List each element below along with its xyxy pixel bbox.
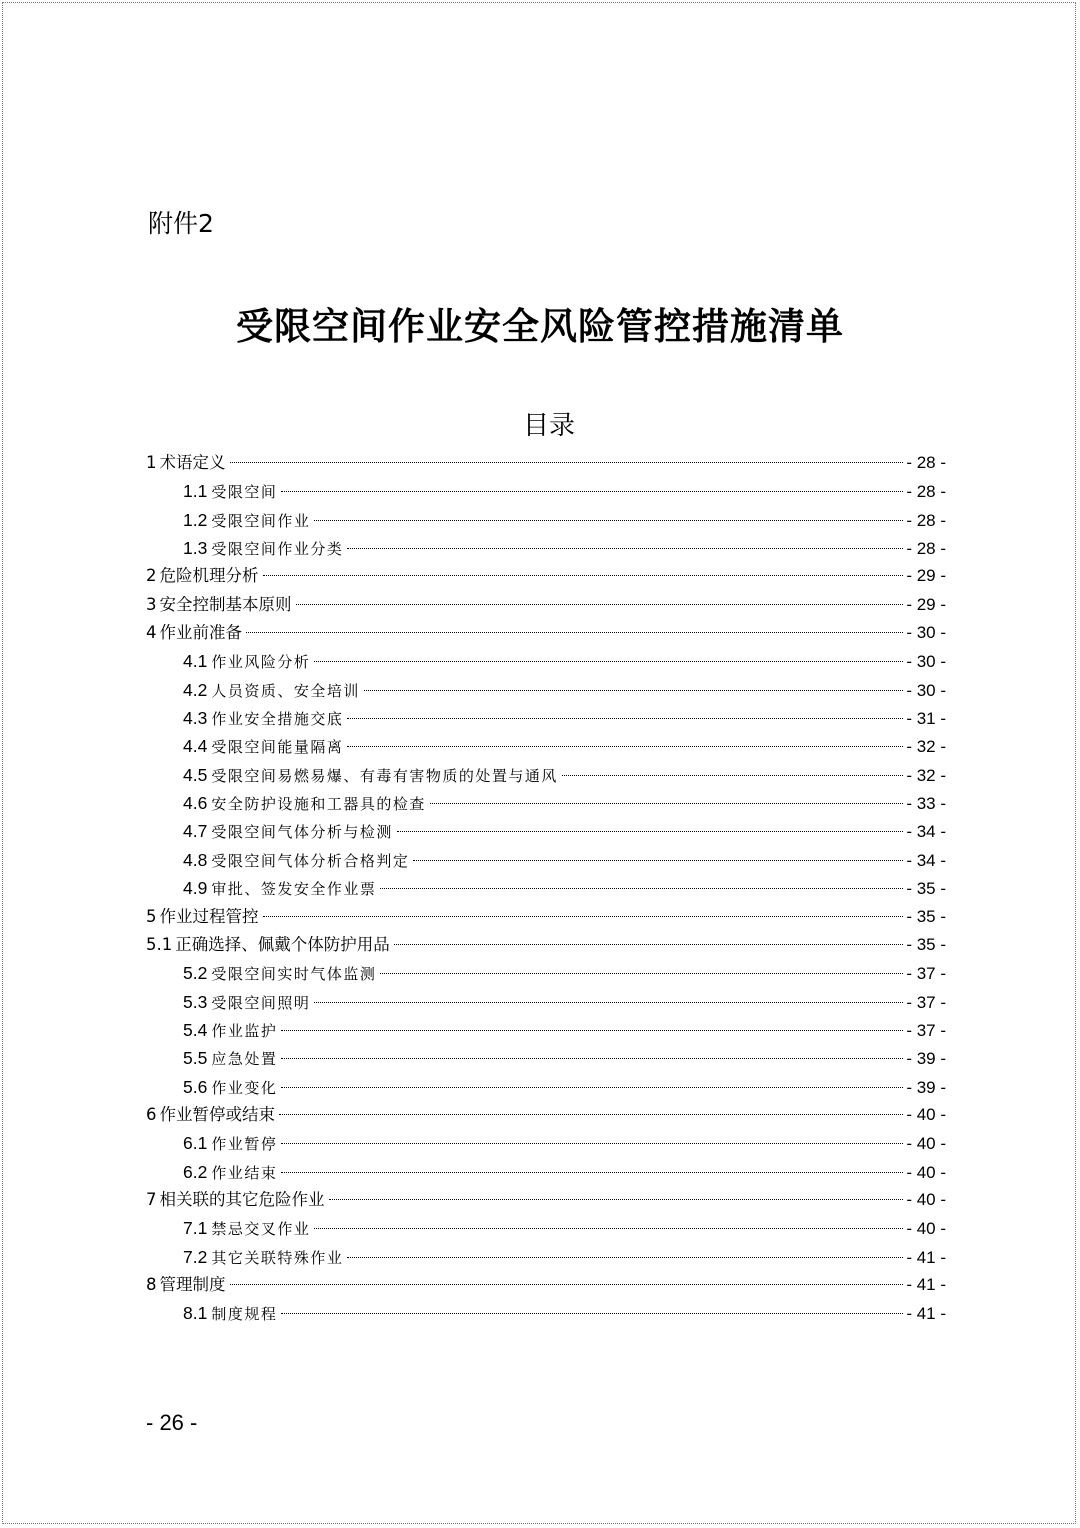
toc-entry-title: 受限空间照明 — [211, 993, 311, 1012]
toc-entry-title: 作业过程管控 — [159, 906, 259, 926]
toc-entry-number: 5.3 — [183, 991, 208, 1012]
toc-dot-leader — [380, 973, 903, 974]
toc-entry[interactable] — [146, 931, 946, 959]
toc-dot-leader — [364, 690, 903, 691]
toc-entry-number: 4.2 — [183, 679, 208, 700]
toc-entry-number: 1.2 — [183, 509, 208, 530]
toc-entry-number: 1.1 — [183, 481, 208, 502]
toc-entry[interactable] — [146, 874, 946, 902]
toc-entry-page: - 35 - — [906, 906, 946, 926]
toc-entry-page: - 30 - — [906, 652, 946, 672]
toc-entry-page: - 40 - — [906, 1189, 946, 1209]
toc-dot-leader — [246, 632, 903, 633]
toc-entry[interactable] — [146, 1158, 946, 1186]
toc-heading: 目录 — [522, 411, 575, 441]
toc-dot-leader — [394, 944, 904, 945]
toc-entry-page: - 35 - — [906, 879, 946, 899]
toc-entry-title: 受限空间能量隔离 — [211, 738, 344, 757]
toc-entry[interactable] — [146, 1044, 946, 1072]
toc-entry-page: - 28 - — [906, 482, 946, 502]
toc-entry-page: - 37 - — [906, 1020, 946, 1040]
toc-entry-page: - 41 - — [906, 1247, 946, 1267]
toc-entry-title: 术语定义 — [159, 453, 226, 472]
toc-entry-title: 制度规程 — [211, 1305, 278, 1324]
toc-entry-page: - 37 - — [906, 992, 946, 1012]
toc-entry-page: - 40 - — [906, 1219, 946, 1239]
toc-entry-page: - 41 - — [906, 1304, 946, 1324]
toc-entry[interactable] — [146, 676, 946, 704]
toc-dot-leader — [281, 1058, 903, 1059]
toc-entry-title: 安全控制基本原则 — [159, 594, 292, 614]
toc-entry-page: - 34 - — [906, 822, 946, 842]
toc-dot-leader — [281, 1143, 903, 1144]
toc-entry-page: - 39 - — [906, 1049, 946, 1069]
toc-dot-leader — [347, 718, 903, 719]
toc-entry-page: - 40 - — [906, 1134, 946, 1154]
toc-entry-page: - 29 - — [906, 594, 946, 614]
toc-entry[interactable] — [146, 846, 946, 874]
toc-entry-number: 5.2 — [183, 963, 208, 984]
toc-entry-number: 4.5 — [183, 764, 208, 785]
toc-entry-title: 受限空间实时气体监测 — [211, 965, 377, 984]
toc-entry[interactable] — [146, 647, 946, 675]
toc-dot-leader — [397, 831, 903, 832]
toc-dot-leader — [430, 803, 903, 804]
toc-entry-number: 7.2 — [183, 1246, 208, 1267]
toc-entry[interactable] — [146, 1073, 946, 1101]
toc-entry-number: 4.7 — [183, 821, 208, 842]
toc-dot-leader — [281, 491, 903, 492]
toc-entry[interactable] — [146, 562, 946, 590]
toc-entry-title: 受限空间 — [211, 483, 278, 502]
toc-entry-title: 其它关联特殊作业 — [211, 1248, 344, 1267]
toc-dot-leader — [562, 775, 903, 776]
toc-entry-page: - 28 - — [906, 539, 946, 559]
toc-entry-page: - 37 - — [906, 964, 946, 984]
toc-entry-number: 2 — [146, 566, 157, 586]
toc-entry-title: 受限空间气体分析合格判定 — [211, 851, 410, 870]
toc-dot-leader — [380, 888, 903, 889]
toc-entry-page: - 31 - — [906, 709, 946, 729]
toc-entry-number: 4.8 — [183, 849, 208, 870]
attachment-label: 附件2 — [148, 209, 214, 238]
toc-entry[interactable] — [146, 1016, 946, 1044]
toc-entry-page: - 28 - — [906, 510, 946, 530]
toc-entry-title: 禁忌交叉作业 — [211, 1220, 311, 1239]
toc-dot-leader — [230, 1284, 904, 1285]
toc-dot-leader — [281, 1313, 903, 1314]
toc-dot-leader — [296, 604, 904, 605]
toc-entry-title: 作业暂停 — [211, 1135, 278, 1154]
toc-entry[interactable] — [146, 591, 946, 619]
toc-entry[interactable] — [146, 1101, 946, 1129]
toc-entry[interactable] — [146, 903, 946, 931]
toc-entry[interactable] — [146, 732, 946, 760]
toc-entry-title: 受限空间作业 — [211, 511, 311, 530]
toc-entry-number: 5.1 — [146, 934, 173, 954]
toc-entry-title: 管理制度 — [159, 1274, 226, 1294]
toc-entry[interactable] — [146, 449, 946, 477]
document-title: 受限空间作业安全风险管控措施清单 — [236, 304, 844, 348]
toc-entry-title: 审批、签发安全作业票 — [211, 880, 377, 899]
toc-dot-leader — [413, 860, 903, 861]
toc-entry-title: 安全防护设施和工器具的检查 — [211, 795, 426, 814]
toc-entry-number: 5.4 — [183, 1019, 208, 1040]
toc-entry-page: - 30 - — [906, 680, 946, 700]
toc-entry-number: 1.3 — [183, 538, 208, 559]
toc-entry-number: 7.1 — [183, 1218, 208, 1239]
toc-entry-page: - 32 - — [906, 765, 946, 785]
toc-entry[interactable] — [146, 1299, 946, 1327]
toc-entry-number: 4.6 — [183, 793, 208, 814]
toc-entry[interactable] — [146, 704, 946, 732]
toc-entry-title: 危险机理分析 — [159, 566, 259, 586]
toc-entry-title: 作业暂停或结束 — [159, 1104, 275, 1124]
toc-entry-title: 人员资质、安全培训 — [211, 681, 360, 700]
toc-entry[interactable] — [146, 817, 946, 845]
toc-entry-number: 6.1 — [183, 1133, 208, 1154]
toc-entry-number: 5.6 — [183, 1076, 208, 1097]
toc-dot-leader — [347, 746, 903, 747]
toc-entry[interactable] — [146, 506, 946, 534]
toc-entry[interactable] — [146, 1186, 946, 1214]
toc-entry-page: - 34 - — [906, 850, 946, 870]
toc-entry[interactable] — [146, 1243, 946, 1271]
toc-entry-number: 8 — [146, 1274, 157, 1294]
toc-entry-page: - 35 - — [906, 934, 946, 954]
toc-entry[interactable] — [146, 477, 946, 505]
toc-entry-title: 作业风险分析 — [211, 653, 311, 672]
toc-entry[interactable] — [146, 1129, 946, 1157]
toc-entry-page: - 28 - — [906, 453, 946, 472]
toc-dot-leader — [279, 1114, 903, 1115]
toc-entry[interactable] — [146, 959, 946, 987]
toc-entry-number: 8.1 — [183, 1303, 208, 1324]
toc-entry-number: 7 — [146, 1189, 157, 1209]
toc-entry-title: 正确选择、佩戴个体防护用品 — [175, 934, 390, 954]
toc-entry[interactable] — [146, 1214, 946, 1242]
toc-entry-page: - 30 - — [906, 623, 946, 643]
toc-entry-page: - 33 - — [906, 794, 946, 814]
toc-entry-page: - 29 - — [906, 566, 946, 586]
toc-entry-number: 5.5 — [183, 1048, 208, 1069]
toc-entry-title: 作业安全措施交底 — [211, 710, 344, 729]
toc-dot-leader — [263, 916, 904, 917]
toc-entry[interactable] — [146, 789, 946, 817]
toc-entry-title: 应急处置 — [211, 1050, 278, 1069]
toc-entry-title: 作业监护 — [211, 1021, 278, 1040]
toc-entry-title: 受限空间作业分类 — [211, 540, 344, 559]
toc-entry[interactable] — [146, 988, 946, 1016]
toc-entry-number: 4.4 — [183, 736, 208, 757]
toc-entry-title: 作业结束 — [211, 1163, 278, 1182]
toc-dot-leader — [314, 661, 903, 662]
toc-entry-number: 4 — [146, 623, 157, 643]
toc-entry-number: 3 — [146, 594, 157, 614]
toc-entry-number: 4.1 — [183, 651, 208, 672]
toc-dot-leader — [281, 1087, 903, 1088]
toc-entry-title: 作业变化 — [211, 1078, 278, 1097]
toc-entry-page: - 40 - — [906, 1104, 946, 1124]
toc-dot-leader — [230, 462, 904, 463]
toc-entry[interactable] — [146, 1271, 946, 1299]
toc-dot-leader — [314, 1228, 903, 1229]
toc-entry-number: 1 — [146, 453, 157, 472]
toc-dot-leader — [314, 520, 903, 521]
toc-dot-leader — [314, 1002, 903, 1003]
toc-entry-number: 4.3 — [183, 708, 208, 729]
toc-entry-number: 4.9 — [183, 878, 208, 899]
toc-dot-leader — [263, 575, 904, 576]
toc-entry[interactable] — [146, 761, 946, 789]
toc-entry-title: 受限空间气体分析与检测 — [211, 823, 393, 842]
toc-entry-page: - 41 - — [906, 1274, 946, 1294]
toc-entry[interactable] — [146, 534, 946, 562]
toc-entry[interactable] — [146, 619, 946, 647]
toc-dot-leader — [347, 1257, 903, 1258]
toc-entry-page: - 39 - — [906, 1077, 946, 1097]
toc-dot-leader — [329, 1199, 904, 1200]
toc-dot-leader — [347, 548, 903, 549]
toc-dot-leader — [281, 1030, 903, 1031]
table-of-contents — [146, 449, 946, 1328]
toc-entry-page: - 40 - — [906, 1162, 946, 1182]
page-number: - 26 - — [146, 1410, 198, 1435]
toc-entry-title: 作业前准备 — [159, 623, 242, 643]
toc-entry-number: 6.2 — [183, 1161, 208, 1182]
toc-entry-page: - 32 - — [906, 737, 946, 757]
toc-entry-title: 相关联的其它危险作业 — [159, 1189, 325, 1209]
toc-entry-number: 5 — [146, 906, 157, 926]
toc-dot-leader — [281, 1172, 903, 1173]
toc-entry-number: 6 — [146, 1104, 157, 1124]
toc-entry-title: 受限空间易燃易爆、有毒有害物质的处置与通风 — [211, 766, 558, 785]
